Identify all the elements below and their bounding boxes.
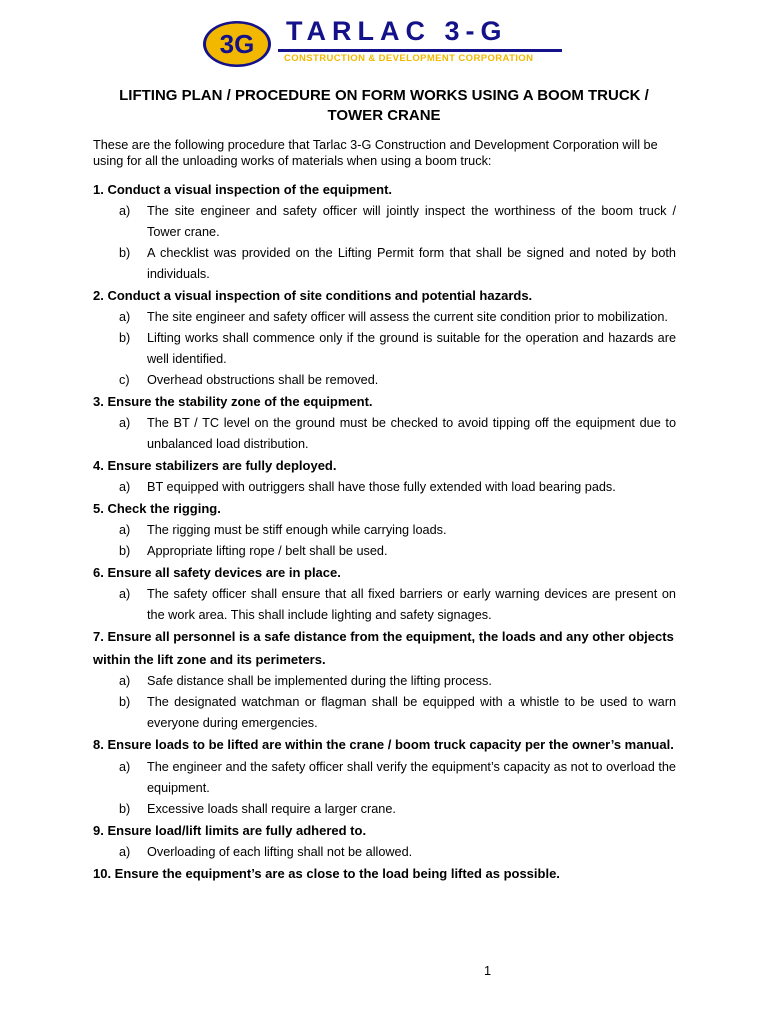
sub-item-letter: a) [119, 416, 131, 430]
page-number: 1 [484, 964, 492, 978]
sub-item-letter: a) [119, 523, 131, 537]
sub-item-letter: a) [119, 844, 131, 859]
step-heading: 5. Check the rigging. [93, 501, 221, 516]
step-heading: 4. Ensure stabilizers are fully deployed. [93, 458, 337, 473]
procedure-step [93, 179, 676, 285]
sub-item [93, 307, 676, 328]
step-heading: 2. Conduct a visual inspection of site conditions and potential hazards. [93, 288, 533, 303]
sub-item-letter: a) [119, 587, 131, 601]
sub-item-text: The designated watchman or flagman shall be equipped with a whistle to be used to warn everyone during emergencies. [147, 695, 676, 730]
procedure-step [93, 626, 676, 734]
sub-item [93, 541, 676, 562]
step-heading: 8. Ensure loads to be lifted are within the crane / boom truck capacity per the owner’s manual. [93, 737, 674, 752]
sub-item-text: The engineer and the safety officer shall verify the equipment’s capacity as not to overload the equipment. [147, 759, 676, 795]
sub-item-letter: b) [119, 331, 131, 345]
step-sub-list [93, 584, 676, 626]
document-title-line-1: LIFTING PLAN / PROCEDURE ON FORM WORKS USING A BOOM TRUCK / [119, 87, 649, 104]
sub-item [93, 692, 676, 734]
company-tagline: CONSTRUCTION & DEVELOPMENT CORPORATION [284, 53, 534, 64]
step-sub-list [93, 413, 676, 455]
sub-item [93, 842, 676, 863]
sub-item-text: The BT / TC level on the ground must be checked to avoid tipping off the equipment due to unbalanced load distribution. [147, 416, 676, 451]
sub-item-letter: a) [119, 674, 131, 688]
sub-item [93, 671, 676, 692]
step-sub-list [93, 477, 676, 498]
step-sub-list [93, 842, 676, 863]
sub-item-letter: b) [119, 544, 131, 558]
procedure-step [93, 391, 676, 455]
sub-item-text: The rigging must be stiff enough while carrying loads. [147, 523, 447, 537]
svg-text:3G: 3G [219, 29, 255, 59]
sub-item-letter: b) [119, 246, 131, 260]
step-heading: 1. Conduct a visual inspection of the equipment. [93, 182, 393, 197]
step-heading: 10. Ensure the equipment’s are as close to the load being lifted as possible. [93, 865, 560, 881]
company-logo [202, 18, 562, 74]
sub-item [93, 757, 676, 799]
sub-item-text: BT equipped with outriggers shall have those fully extended with load bearing pads. [147, 480, 616, 494]
document-title [100, 86, 668, 126]
procedure-step [93, 863, 676, 885]
step-heading: 3. Ensure the stability zone of the equipment. [93, 394, 373, 409]
step-heading: 6. Ensure all safety devices are in place. [93, 565, 341, 580]
sub-item [93, 413, 676, 455]
step-heading: 9. Ensure load/lift limits are fully adhered to. [93, 822, 367, 838]
sub-item [93, 201, 676, 243]
sub-item [93, 520, 676, 541]
sub-item-text: The site engineer and safety officer will assess the current site condition prior to mobilization. [147, 310, 668, 324]
step-sub-list [93, 671, 676, 734]
sub-item-text: Overhead obstructions shall be removed. [147, 373, 379, 387]
step-sub-list [93, 201, 676, 285]
sub-item-letter: a) [119, 204, 131, 218]
sub-item-text: Excessive loads shall require a larger crane. [147, 801, 396, 816]
procedure-steps [93, 179, 676, 885]
sub-item-letter: b) [119, 801, 131, 816]
procedure-step [93, 820, 676, 863]
intro-paragraph: These are the following procedure that Tarlac 3-G Construction and Development Corporation will be using for all the unloading works of materials when using a boom truck: [93, 138, 658, 168]
sub-item-text: A checklist was provided on the Lifting Permit form that shall be signed and noted by both individuals. [147, 246, 676, 281]
sub-item-text: The safety officer shall ensure that all fixed barriers or early warning devices are present on the work area. This shall include lighting and safety signages. [147, 587, 676, 622]
sub-item-letter: a) [119, 480, 131, 494]
logo-rule [278, 49, 562, 52]
step-sub-list [93, 757, 676, 820]
sub-item [93, 328, 676, 370]
sub-item-text: Overloading of each lifting shall not be allowed. [147, 844, 413, 859]
company-brand-name: TARLAC 3-G [286, 16, 508, 46]
procedure-step [93, 734, 676, 820]
step-heading: 7. Ensure all personnel is a safe distance from the equipment, the loads and any other objects within the lift zone and its perimeters. [93, 629, 674, 667]
tarlac-emblem-icon [202, 20, 272, 68]
sub-item [93, 584, 676, 626]
procedure-step [93, 285, 676, 391]
procedure-step [93, 455, 676, 498]
procedure-step [93, 498, 676, 562]
step-sub-list [93, 520, 676, 562]
step-sub-list [93, 307, 676, 391]
sub-item-letter: a) [119, 310, 131, 324]
sub-item [93, 370, 676, 391]
procedure-step [93, 562, 676, 626]
sub-item-letter: c) [119, 373, 130, 387]
sub-item-text: Appropriate lifting rope / belt shall be used. [147, 544, 388, 558]
document-title-line-2: TOWER CRANE [327, 107, 441, 124]
sub-item-letter: a) [119, 759, 131, 774]
sub-item-text: Safe distance shall be implemented during the lifting process. [147, 674, 492, 688]
sub-item-text: Lifting works shall commence only if the ground is suitable for the operation and hazards are well identified. [147, 331, 676, 366]
sub-item-letter: b) [119, 695, 131, 709]
sub-item [93, 477, 676, 498]
sub-item [93, 243, 676, 285]
sub-item-text: The site engineer and safety officer will jointly inspect the worthiness of the boom truck / Tower crane. [147, 204, 676, 239]
sub-item [93, 799, 676, 820]
